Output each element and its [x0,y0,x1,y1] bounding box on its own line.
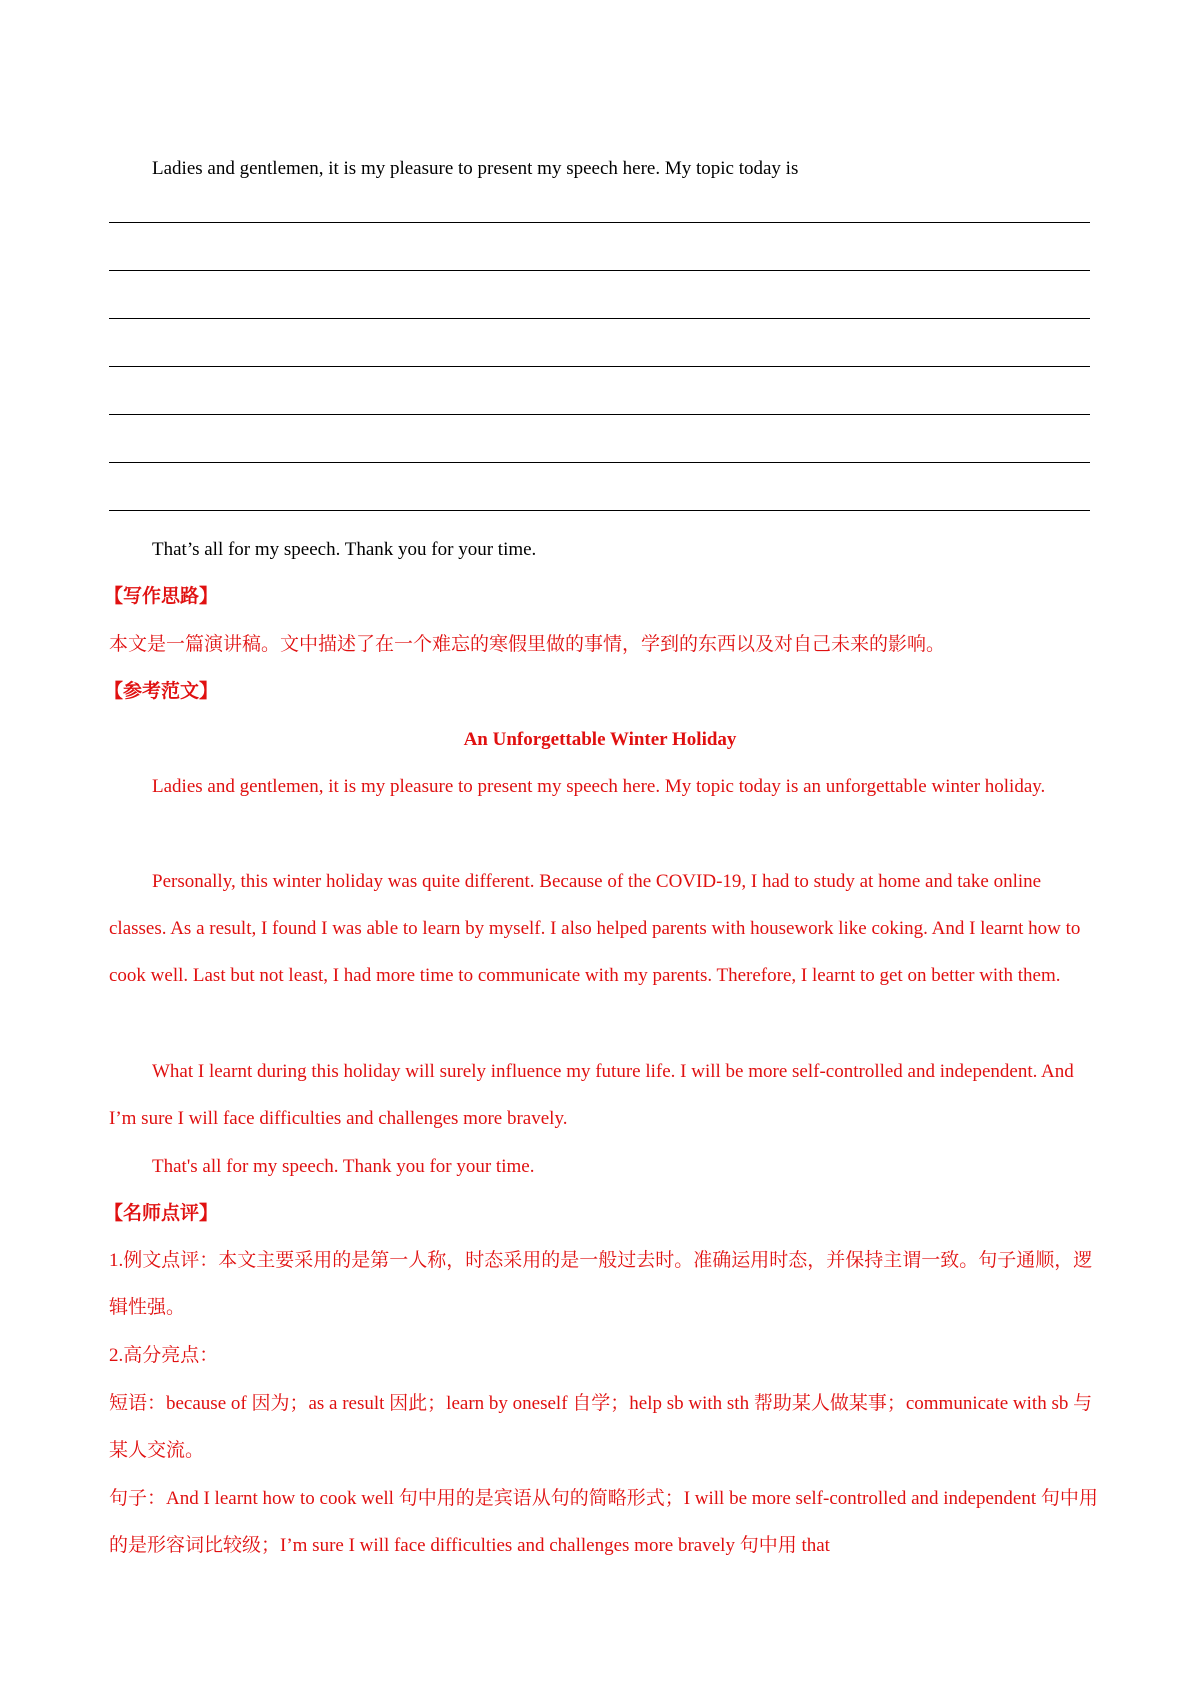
comment-sentences: 句子：And I learnt how to cook well 句中用的是宾语从句的简略形式；I will be more self-controlled and independent 句中用的是形容词比较级；I’m sure I will face difficulties and challenges more bravely 句中用 that [109,1488,1098,1556]
sample-heading: 【参考范文】 [104,681,219,702]
sample-title: An Unforgettable Winter Holiday [463,729,737,750]
answer-line [109,222,1090,223]
writing-idea-heading: 【写作思路】 [104,586,219,607]
prompt-closing: That’s all for my speech. Thank you for your time. [152,539,537,560]
answer-line [109,366,1090,367]
comment-phrases: 短语：because of 因为；as a result 因此；learn by oneself 自学；help sb with sth 帮助某人做某事；communicate with sb 与某人交流。 [109,1393,1093,1461]
sample-paragraph: That's all for my speech. Thank you for your time. [152,1156,535,1177]
answer-line [109,318,1090,319]
sample-paragraph: Ladies and gentlemen, it is my pleasure to present my speech here. My topic today is an unforgettable winter holiday. [152,776,1046,797]
sample-paragraph: What I learnt during this holiday will surely influence my future life. I will be more self-controlled and independent. And I’m sure I will face difficulties and challenges more bravely. [109,1061,1074,1129]
prompt-opening: Ladies and gentlemen, it is my pleasure to present my speech here. My topic today is [152,158,799,179]
answer-line [109,414,1090,415]
comment-item-1: 1.例文点评：本文主要采用的是第一人称，时态采用的是一般过去时。准确运用时态，并保持主谓一致。句子通顺，逻辑性强。 [109,1250,1093,1318]
writing-idea-text: 本文是一篇演讲稿。文中描述了在一个难忘的寒假里做的事情，学到的东西以及对自己未来的影响。 [109,634,946,655]
sample-paragraph: Personally, this winter holiday was quite different. Because of the COVID-19, I had to study at home and take online classes. As a result, I found I was able to learn by myself. I also helped parents with housework like coking. And I learnt how to cook well. Last but not least, I had more time to communicate with my parents. Therefore, I learnt to get on better with them. [109,871,1081,986]
comment-heading: 【名师点评】 [104,1203,219,1224]
answer-line [109,270,1090,271]
comment-item-2: 2.高分亮点： [109,1345,219,1366]
answer-line [109,462,1090,463]
answer-line [109,510,1090,511]
